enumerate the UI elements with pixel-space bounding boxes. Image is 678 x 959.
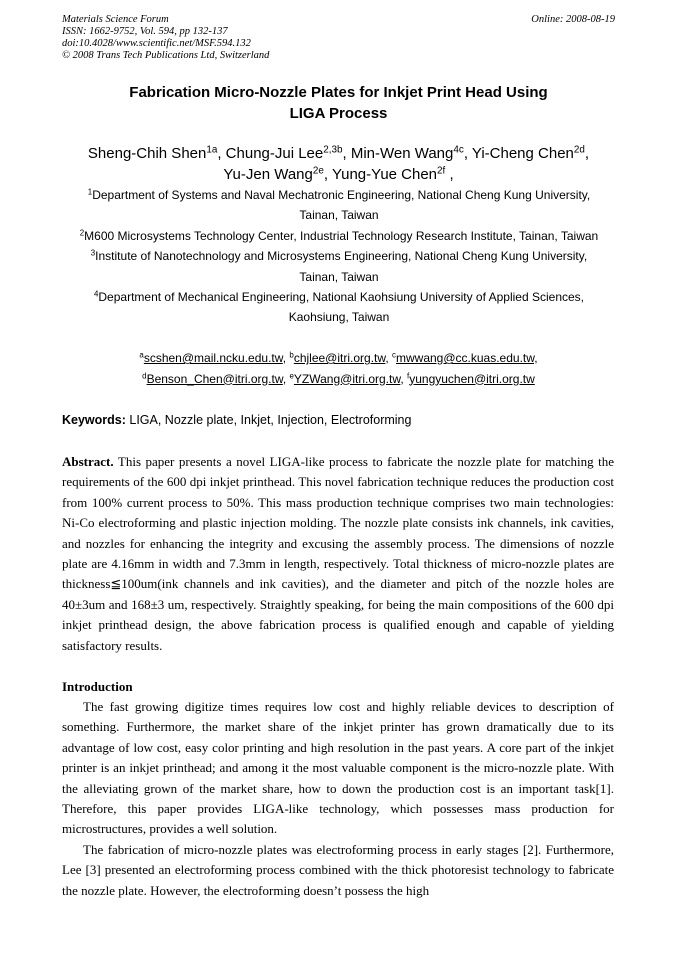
- doi-line: doi:10.4028/www.scientific.net/MSF.594.132: [62, 38, 251, 49]
- affiliation-text: Department of Systems and Naval Mechatronic Engineering, National Cheng Kung University,: [92, 188, 591, 202]
- keywords-label: Keywords:: [62, 413, 126, 427]
- author-line-1: [62, 143, 615, 164]
- email-line-1: $^a$scshen@mail.ncku.edu.tw, $^b$chjlee@itri.org.tw, $^c$mwwang@cc.kuas.edu.tw,: [139, 350, 538, 365]
- affiliation-4: [50, 287, 628, 307]
- author-name: Yu-Jen Wang: [223, 166, 313, 183]
- issn-line: ISSN: 1662-9752, Vol. 594, pp 132-137: [62, 26, 228, 37]
- author-affil-sup: 4c: [453, 144, 464, 156]
- online-date: Online: 2008-08-19: [531, 14, 615, 25]
- email-link-c[interactable]: mwwang@cc.kuas.edu.tw,: [396, 351, 538, 365]
- email-link-e[interactable]: YZWang@itri.org.tw: [293, 371, 401, 386]
- email-list: [62, 348, 615, 389]
- affiliation-1-cont: Tainan, Taiwan: [299, 208, 379, 223]
- copyright-line: © 2008 Trans Tech Publications Ltd, Switzerland: [62, 50, 270, 61]
- email-link-b[interactable]: chjlee@itri.org.tw: [293, 351, 386, 365]
- affiliation-text: Institute of Nanotechnology and Microsystems Engineering, National Cheng Kung University,: [95, 249, 588, 264]
- author-name: Yi-Cheng Chen: [471, 145, 574, 162]
- email-sup: e: [289, 371, 294, 381]
- keywords-text: LIGA, Nozzle plate, Inkjet, Injection, Electroforming: [125, 413, 412, 427]
- author-affil-sup: 2d: [573, 144, 585, 156]
- email-sup: d: [142, 371, 147, 381]
- email-link-a[interactable]: scshen@mail.ncku.edu.tw: [143, 351, 283, 365]
- keywords: [62, 411, 615, 429]
- author-sep: ,: [323, 166, 332, 183]
- email-link-d[interactable]: Benson_Chen@itri.org.tw: [146, 371, 283, 386]
- affiliation-3: [50, 246, 628, 266]
- introduction-paragraph-1: The fast growing digitize times requires low cost and highly reliable devices to description of something. Furthermore, the market share of the inkjet printer has grown dramatically due to its advantage of low cost, easy color printing and high resolution in the past years. A core part of the inkjet printer is an inkjet printhead; and among it the most valuable component is the micro-nozzle plate. With the alleviating grown of the market share, how to down the production cost is an important task[1]. Therefore, this paper provides LIGA-like technology, which possesses mass production for microstructures, provides a well solution.: [62, 699, 614, 837]
- author-sep: ,: [584, 145, 590, 162]
- author-name: Sheng-Chih Shen: [87, 145, 207, 162]
- paper-title: [62, 82, 615, 124]
- email-sup: b: [289, 350, 294, 360]
- abstract: [62, 452, 614, 656]
- author-name: Chung-Jui Lee: [225, 145, 324, 162]
- email-link-f[interactable]: yungyuchen@itri.org.tw: [409, 371, 535, 386]
- author-list: [62, 143, 615, 185]
- affiliation-text: M600 Microsystems Technology Center, Industrial Technology Research Institute, Tainan, Taiwan: [84, 228, 599, 243]
- email-line-2: $^d$Benson_Chen@itri.org.tw, $^e$YZWang@itri.org.tw, $^f$yungyuchen@itri.org.tw: [142, 371, 535, 386]
- email-sup: f: [407, 371, 410, 381]
- journal-header: [62, 14, 269, 62]
- affiliation-list: [50, 185, 628, 328]
- affiliation-sup: 3: [90, 248, 96, 258]
- author-sep: ,: [463, 145, 472, 162]
- author-name: Yung-Yue Chen: [331, 166, 438, 183]
- introduction-heading: Introduction: [62, 679, 133, 694]
- author-affil-sup: 2,3b: [323, 144, 343, 156]
- abstract-text: This paper presents a novel LIGA-like process to fabricate the nozzle plate for matching the requirements of the 600 dpi inkjet printhead. This novel fabrication technique reduces the production cost from 100% current process to 50%. This mass production technique comprises two main technologies: Ni-Co electroforming and plastic injection molding. The nozzle plate consists ink channels, ink cavities, and nozzles for enhancing the integrity and excusing the assembly process. The dimensions of nozzle plate are 4.16mm in width and 7.3mm in length, respectively. Total thickness of micro-nozzle plates are thickness≦100um(ink channels and ink cavities), and the diameter and pitch of the nozzle holes are 40±3um and 168±3 um, respectively. Straightly speaking, for being the main compositions of the 600 dpi inkjet printhead design, the above fabrication process is qualified enough and capable of yielding satisfactory results.: [62, 454, 614, 653]
- author-name: Min-Wen Wang: [350, 145, 454, 162]
- introduction-body: [62, 697, 614, 901]
- author-line-2: [62, 164, 615, 185]
- affiliation-2: [50, 226, 628, 246]
- author-affil-sup: 1a: [206, 144, 218, 156]
- author-affil-sup: 2f: [437, 165, 446, 177]
- title-line-2: LIGA Process: [289, 105, 388, 122]
- email-sup: a: [139, 350, 144, 360]
- affiliation-3-cont: Tainan, Taiwan: [299, 269, 379, 284]
- affiliation-1: [50, 185, 628, 205]
- affiliation-sup: 2: [79, 228, 85, 238]
- affiliation-4-cont: Kaohsiung, Taiwan: [288, 310, 390, 325]
- title-line-1: Fabrication Micro-Nozzle Plates for Inkjet Print Head Using: [129, 84, 548, 101]
- author-affil-sup: 2e: [312, 165, 324, 177]
- affiliation-sup: 1: [87, 187, 93, 197]
- author-sep: ,: [342, 145, 351, 162]
- affiliation-text: Department of Mechanical Engineering, National Kaohsiung University of Applied Sciences,: [98, 290, 584, 305]
- author-sep: ,: [445, 166, 454, 183]
- journal-name: Materials Science Forum: [62, 14, 169, 25]
- email-sup: c: [392, 350, 396, 360]
- author-sep: ,: [217, 145, 226, 162]
- introduction-paragraph-2: The fabrication of micro-nozzle plates was electroforming process in early stages [2]. Furthermore, Lee [3] presented an electroforming process combined with the thick photoresist technology to fabricate the nozzle plate. However, the electroforming doesn’t possess the high: [62, 841, 614, 898]
- affiliation-sup: 4: [93, 289, 99, 299]
- abstract-label: Abstract.: [62, 454, 114, 469]
